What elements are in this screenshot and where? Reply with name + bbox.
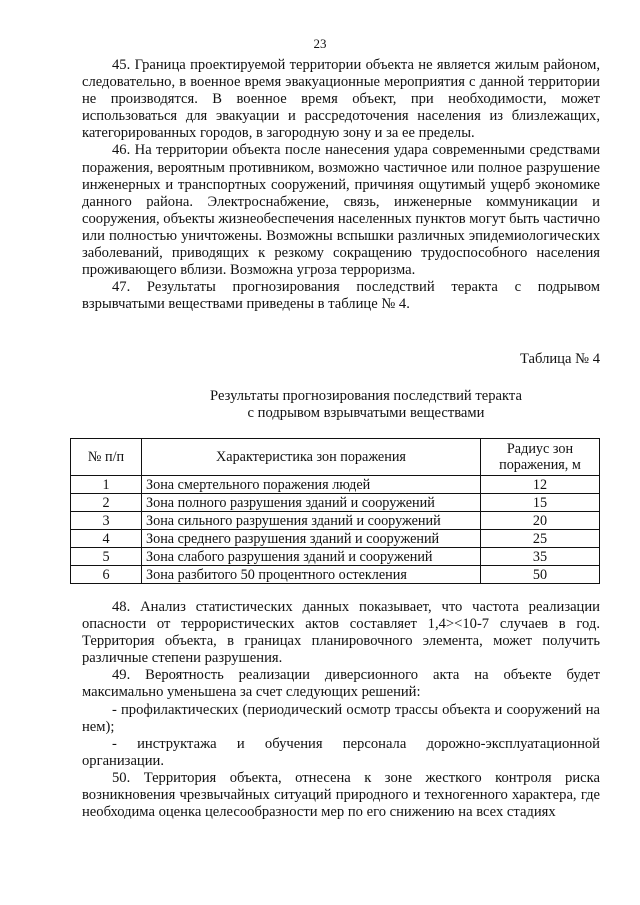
- cell-characteristic: Зона разбитого 50 процентного остекления: [142, 566, 481, 584]
- cell-num: 3: [71, 512, 142, 530]
- table-title-line-1: Результаты прогнозирования последствий теракта: [210, 388, 522, 404]
- paragraph-46: 46. На территории объекта после нанесения удара современными средствами поражения, вероятным противником, возможно частичное или полное разрушение инженерных и транспортных сооружений, причиняя ощутимый ущерб экономике данного района. Электроснабжение, связь, инженерные коммуникации и сооружения, объекты жизнеобеспечения населенных пунктов могут быть частично или полностью уничтожены. Возможны вспышки различных эпидемиологических заболеваний, приводящих к резкому сокращению трудоспособного населения проживающего вблизи. Возможна угроза терроризма.: [82, 142, 600, 279]
- cell-characteristic: Зона среднего разрушения зданий и сооружений: [142, 530, 481, 548]
- table-title-line-2: с подрывом взрывчатыми веществами: [247, 405, 485, 421]
- damage-zones-table: [70, 438, 600, 584]
- cell-num: 4: [71, 530, 142, 548]
- list-item: - профилактических (периодический осмотр трассы объекта и сооружений на нем);: [82, 701, 600, 735]
- cell-radius: 50: [481, 566, 600, 584]
- cell-radius: 25: [481, 530, 600, 548]
- header-num: № п/п: [71, 439, 142, 476]
- page-number: 23: [313, 36, 327, 51]
- header-characteristic: Характеристика зон поражения: [142, 439, 481, 476]
- list-item: - инструктажа и обучения персонала дорожно-эксплуатационной организации.: [82, 735, 600, 769]
- paragraph-45: 45. Граница проектируемой территории объекта не является жилым районом, следовательно, в военное время эвакуационные мероприятия с данной территории не производятся. В военное время объект, при необходимости, может использоваться для эвакуации и рассредоточения населения из близлежащих, категорированных городов, в загородную зону и за ее пределы.: [82, 57, 600, 142]
- table-row: [71, 512, 600, 530]
- paragraph-49: 49. Вероятность реализации диверсионного акта на объекте будет максимально уменьшена за счет следующих решений:: [82, 667, 600, 701]
- cell-radius: 12: [481, 476, 600, 494]
- cell-num: 1: [71, 476, 142, 494]
- cell-num: 2: [71, 494, 142, 512]
- cell-characteristic: Зона смертельного поражения людей: [142, 476, 481, 494]
- text-block-bottom: [82, 599, 600, 821]
- paragraph-50: 50. Территория объекта, отнесена к зоне жесткого контроля риска возникновения чрезвычайных ситуаций природного и техногенного характера, где необходима оценка целесообразности мер по его снижению на всех стадиях: [82, 769, 600, 821]
- cell-num: 6: [71, 566, 142, 584]
- cell-characteristic: Зона полного разрушения зданий и сооружений: [142, 494, 481, 512]
- cell-characteristic: Зона сильного разрушения зданий и сооружений: [142, 512, 481, 530]
- table-label: Таблица № 4: [520, 351, 600, 367]
- table-row: [71, 494, 600, 512]
- cell-radius: 15: [481, 494, 600, 512]
- cell-characteristic: Зона слабого разрушения зданий и сооружений: [142, 548, 481, 566]
- cell-num: 5: [71, 548, 142, 566]
- text-block-top: [82, 57, 600, 313]
- paragraph-48: 48. Анализ статистических данных показывает, что частота реализации опасности от террористических актов составляет 1,4><10-7 случаев в год. Территория объекта, в границах планировочного элемента, может получить различные степени разрушения.: [82, 599, 600, 667]
- paragraph-47: 47. Результаты прогнозирования последствий теракта с подрывом взрывчатыми веществами приведены в таблице № 4.: [82, 279, 600, 313]
- table-row: [71, 530, 600, 548]
- table-header-row: [71, 439, 600, 476]
- cell-radius: 35: [481, 548, 600, 566]
- cell-radius: 20: [481, 512, 600, 530]
- table-row: [71, 548, 600, 566]
- table-row: [71, 476, 600, 494]
- header-radius: Радиус зон поражения, м: [481, 439, 600, 476]
- table-title: [82, 388, 640, 422]
- table-row: [71, 566, 600, 584]
